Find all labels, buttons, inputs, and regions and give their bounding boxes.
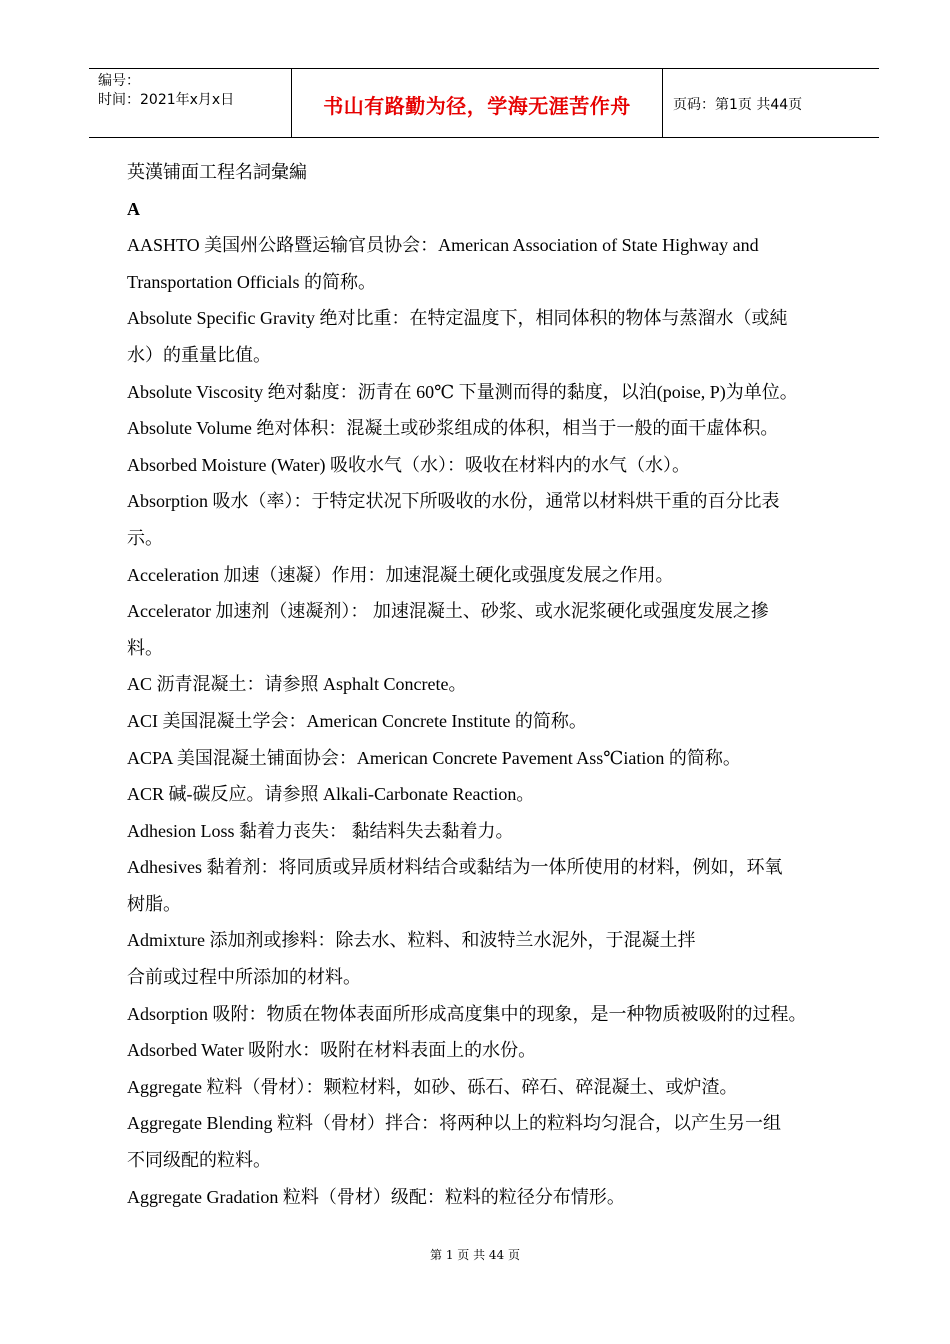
glossary-line: Absolute Viscosity 绝对黏度：沥青在 60℃ 下量测而得的黏度，以泊(poise, P)为单位。 (127, 381, 798, 402)
glossary-line: Acceleration 加速（速凝）作用：加速混凝土硬化或强度发展之作用。 (127, 564, 674, 585)
glossary-line: Aggregate Gradation 粒料（骨材）级配：粒料的粒径分布情形。 (127, 1186, 625, 1207)
document-title: 英漢铺面工程名詞彙編 (127, 162, 307, 182)
glossary-line: Aggregate 粒料（骨材）：颗粒材料，如砂、砾石、碎石、碎混凝土、或炉渣。 (127, 1076, 738, 1097)
glossary-line: Adsorption 吸附：物质在物体表面所形成高度集中的现象，是一种物质被吸附的过程。 (127, 1003, 807, 1024)
document-number-label: 编号： (98, 73, 140, 89)
glossary-line: Admixture 添加剂或掺料：除去水、粒料、和波特兰水泥外，于混凝土拌 (127, 930, 696, 951)
glossary-line: Absorbed Moisture (Water) 吸收水气（水）：吸收在材料内的水气（水）。 (127, 454, 690, 475)
page-header (89, 68, 879, 138)
glossary-line: Accelerator 加速剂（速凝剂）： 加速混凝土、砂浆、或水泥浆硬化或强度发展之摻 (127, 601, 769, 622)
glossary-line: Absorption 吸水（率）：于特定状况下所吸收的水份，通常以材料烘干重的百分比表 (127, 491, 780, 512)
glossary-line: AC 沥青混凝土：请参照 Asphalt Concrete。 (127, 674, 467, 695)
glossary-line: Absolute Volume 绝对体积：混凝土或砂浆组成的体积，相当于一般的面干虛体积。 (127, 418, 779, 439)
glossary-line: 料。 (127, 637, 163, 658)
glossary-line: Adhesion Loss 黏着力丧失： 黏结料失去黏着力。 (127, 820, 514, 841)
glossary-line: ACPA 美国混凝土铺面协会：American Concrete Pavement Ass℃iation 的简称。 (127, 747, 741, 768)
document-time-label: 时间：2021年x月x日 (98, 92, 235, 108)
glossary-line: Transportation Officials 的简称。 (127, 271, 376, 292)
page-footer: 第 1 页 共 44 页 (430, 1248, 520, 1262)
header-meta-cell (89, 69, 291, 137)
glossary-line: 水）的重量比值。 (127, 344, 271, 365)
glossary-line: Adsorbed Water 吸附水：吸附在材料表面上的水份。 (127, 1040, 537, 1061)
glossary-line: AASHTO 美国州公路暨运输官员协会：American Association of State Highway and (127, 235, 759, 256)
header-motto: 书山有路勤为径，学海无涯苦作舟 (323, 94, 631, 118)
header-motto-cell (291, 69, 663, 137)
glossary-line: ACR 碱-碳反应。请参照 Alkali-Carbonate Reaction。 (127, 784, 535, 805)
header-page-code: 页码：第1页 共44页 (673, 97, 803, 113)
glossary-line: Adhesives 黏着剂：将同质或异质材料结合或黏结为一体所使用的材料，例如，环氧 (127, 857, 783, 878)
glossary-line: Absolute Specific Gravity 绝对比重：在特定温度下，相同体积的物体与蒸溜水（或純 (127, 308, 788, 329)
header-page-cell (663, 69, 879, 137)
section-letter: A (127, 198, 140, 219)
glossary-line: 不同级配的粒料。 (127, 1150, 271, 1171)
glossary-line: Aggregate Blending 粒料（骨材）拌合：将两种以上的粒料均匀混合，以产生另一组 (127, 1113, 781, 1134)
glossary-line: 树脂。 (127, 893, 181, 914)
glossary-line: ACI 美国混凝土学会：American Concrete Institute 的简称。 (127, 710, 587, 731)
glossary-line: 合前或过程中所添加的材料。 (127, 967, 361, 988)
document-body (127, 154, 867, 1215)
glossary-line: 示。 (127, 527, 163, 548)
